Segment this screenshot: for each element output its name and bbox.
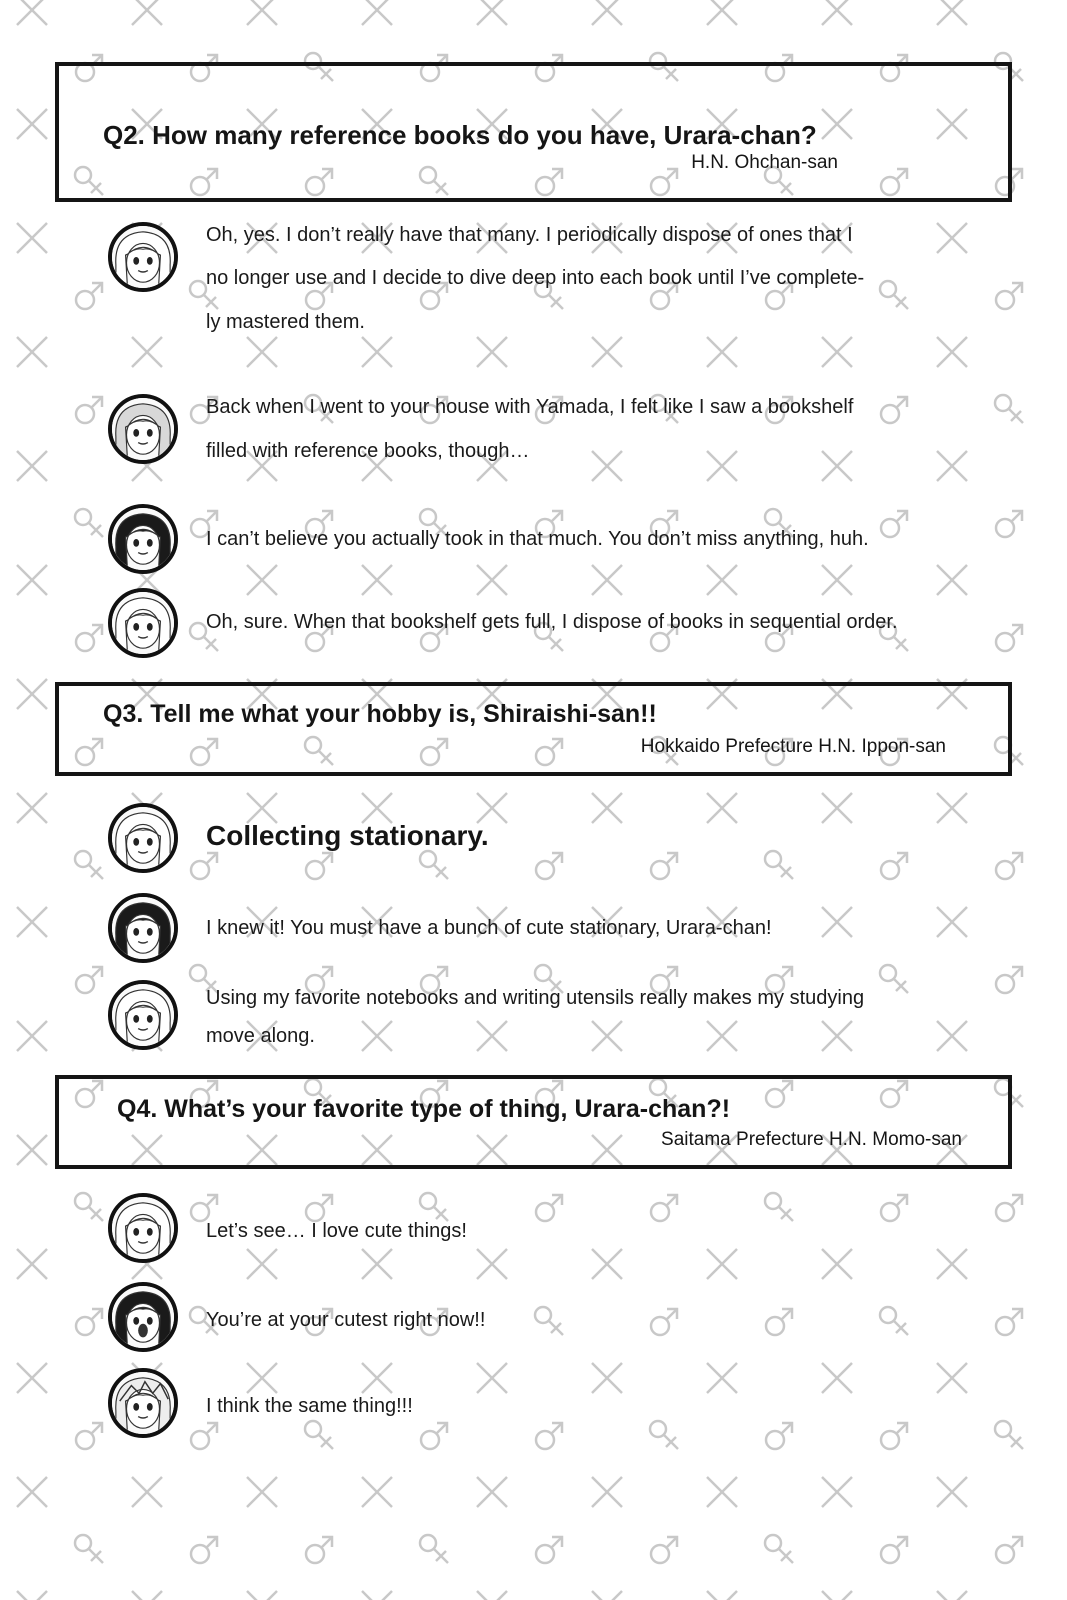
reply-line: Using my favorite notebooks and writing utensils really makes my studying	[206, 987, 865, 1009]
male-symbol-icon	[996, 1537, 1022, 1563]
cross-mark-icon	[17, 109, 47, 139]
cross-mark-icon	[822, 1363, 852, 1393]
avatar-urara	[108, 803, 178, 873]
cross-mark-icon	[592, 1021, 622, 1051]
male-symbol-icon	[76, 397, 102, 423]
cross-mark-icon	[247, 1591, 277, 1600]
cross-mark-icon	[477, 1363, 507, 1393]
avatar-girl-dark-hair	[108, 1282, 178, 1352]
cross-mark-icon	[17, 1591, 47, 1600]
male-symbol-icon	[881, 511, 907, 537]
male-symbol-icon	[996, 1195, 1022, 1221]
reply-line: Back when I went to your house with Yamada, I felt like I saw a bookshelf	[206, 396, 854, 418]
cross-mark-icon	[17, 223, 47, 253]
cross-mark-icon	[707, 1249, 737, 1279]
male-symbol-icon	[306, 1537, 332, 1563]
cross-mark-icon	[707, 337, 737, 367]
question-text: Q4. What’s your favorite type of thing, Urara-chan?!	[117, 1095, 731, 1123]
avatar-girl-dark-hair	[108, 504, 178, 574]
female-symbol-icon	[75, 1193, 103, 1221]
cross-mark-icon	[822, 0, 852, 25]
cross-mark-icon	[592, 1363, 622, 1393]
avatar-boy-blond	[108, 1368, 178, 1438]
reply-line: Oh, sure. When that bookshelf gets full, I dispose of books in sequential order.	[206, 611, 898, 633]
cross-mark-icon	[707, 1363, 737, 1393]
cross-mark-icon	[937, 1477, 967, 1507]
male-symbol-icon	[996, 511, 1022, 537]
cross-mark-icon	[132, 1477, 162, 1507]
cross-mark-icon	[362, 0, 392, 25]
male-symbol-icon	[536, 1195, 562, 1221]
cross-mark-icon	[132, 0, 162, 25]
male-symbol-icon	[651, 1195, 677, 1221]
male-symbol-icon	[76, 1423, 102, 1449]
avatar-boy	[108, 394, 178, 464]
male-symbol-icon	[996, 283, 1022, 309]
cross-mark-icon	[477, 337, 507, 367]
cross-mark-icon	[17, 679, 47, 709]
cross-mark-icon	[707, 1477, 737, 1507]
cross-mark-icon	[17, 565, 47, 595]
cross-mark-icon	[17, 1249, 47, 1279]
question-box-q3	[55, 682, 1012, 776]
male-symbol-icon	[881, 853, 907, 879]
female-symbol-icon	[765, 1193, 793, 1221]
cross-mark-icon	[822, 1249, 852, 1279]
cross-mark-icon	[592, 0, 622, 25]
male-symbol-icon	[76, 283, 102, 309]
cross-mark-icon	[822, 1477, 852, 1507]
male-symbol-icon	[996, 625, 1022, 651]
male-symbol-icon	[651, 1309, 677, 1335]
cross-mark-icon	[477, 1477, 507, 1507]
cross-mark-icon	[592, 1249, 622, 1279]
cross-mark-icon	[822, 337, 852, 367]
cross-mark-icon	[822, 907, 852, 937]
cross-mark-icon	[17, 1021, 47, 1051]
reply-line: I can’t believe you actually took in that much. You don’t miss anything, huh.	[206, 528, 869, 550]
asker-name: H.N. Ohchan-san	[691, 152, 838, 173]
cross-mark-icon	[247, 565, 277, 595]
cross-mark-icon	[247, 0, 277, 25]
cross-mark-icon	[362, 565, 392, 595]
male-symbol-icon	[996, 1309, 1022, 1335]
question-box-q4	[55, 1075, 1012, 1169]
cross-mark-icon	[477, 1021, 507, 1051]
reply-answer-headline: Collecting stationary.	[206, 820, 489, 851]
cross-mark-icon	[822, 565, 852, 595]
cross-mark-icon	[17, 1363, 47, 1393]
female-symbol-icon	[995, 1421, 1023, 1449]
cross-mark-icon	[707, 0, 737, 25]
male-symbol-icon	[536, 853, 562, 879]
cross-mark-icon	[477, 1249, 507, 1279]
cross-mark-icon	[132, 337, 162, 367]
cross-mark-icon	[937, 1021, 967, 1051]
female-symbol-icon	[765, 1535, 793, 1563]
cross-mark-icon	[937, 1591, 967, 1600]
avatar-urara	[108, 980, 178, 1050]
cross-mark-icon	[17, 337, 47, 367]
reply-line: ly mastered them.	[206, 311, 365, 333]
cross-mark-icon	[362, 1591, 392, 1600]
question-box-q2	[55, 62, 1012, 202]
cross-mark-icon	[477, 0, 507, 25]
cross-mark-icon	[822, 1021, 852, 1051]
avatar-girl-dark-hair	[108, 893, 178, 963]
male-symbol-icon	[191, 1537, 217, 1563]
cross-mark-icon	[17, 907, 47, 937]
female-symbol-icon	[75, 851, 103, 879]
cross-mark-icon	[937, 907, 967, 937]
cross-mark-icon	[17, 1477, 47, 1507]
male-symbol-icon	[76, 1309, 102, 1335]
reply-line: Let’s see… I love cute things!	[206, 1220, 467, 1242]
male-symbol-icon	[421, 1423, 447, 1449]
cross-mark-icon	[707, 793, 737, 823]
female-symbol-icon	[535, 1307, 563, 1335]
cross-mark-icon	[937, 793, 967, 823]
cross-mark-icon	[937, 1249, 967, 1279]
female-symbol-icon	[75, 1535, 103, 1563]
cross-mark-icon	[17, 1135, 47, 1165]
cross-mark-icon	[362, 1249, 392, 1279]
cross-mark-icon	[362, 337, 392, 367]
cross-mark-icon	[937, 337, 967, 367]
reply-line: You’re at your cutest right now!!	[206, 1309, 486, 1331]
cross-mark-icon	[362, 1021, 392, 1051]
male-symbol-icon	[996, 853, 1022, 879]
cross-mark-icon	[592, 1477, 622, 1507]
male-symbol-icon	[996, 967, 1022, 993]
reply-line: I knew it! You must have a bunch of cute stationary, Urara-chan!	[206, 917, 772, 939]
female-symbol-icon	[880, 965, 908, 993]
cross-mark-icon	[132, 1591, 162, 1600]
male-symbol-icon	[651, 853, 677, 879]
cross-mark-icon	[937, 451, 967, 481]
cross-mark-icon	[477, 1591, 507, 1600]
male-symbol-icon	[881, 397, 907, 423]
cross-mark-icon	[937, 565, 967, 595]
cross-mark-icon	[362, 1477, 392, 1507]
female-symbol-icon	[880, 1307, 908, 1335]
cross-mark-icon	[247, 793, 277, 823]
reply-line: move along.	[206, 1025, 315, 1047]
male-symbol-icon	[306, 853, 332, 879]
cross-mark-icon	[592, 451, 622, 481]
cross-mark-icon	[592, 337, 622, 367]
male-symbol-icon	[76, 625, 102, 651]
reply-line: no longer use and I decide to dive deep into each book until I’ve complete-	[206, 267, 865, 289]
avatar-urara	[108, 222, 178, 292]
male-symbol-icon	[881, 1195, 907, 1221]
question-text: Q3. Tell me what your hobby is, Shiraishi-san!!	[103, 700, 657, 728]
female-symbol-icon	[420, 851, 448, 879]
cross-mark-icon	[707, 1591, 737, 1600]
male-symbol-icon	[881, 1423, 907, 1449]
male-symbol-icon	[76, 967, 102, 993]
cross-mark-icon	[17, 451, 47, 481]
cross-mark-icon	[592, 793, 622, 823]
cross-mark-icon	[592, 565, 622, 595]
cross-mark-icon	[362, 793, 392, 823]
female-symbol-icon	[420, 1535, 448, 1563]
female-symbol-icon	[650, 1421, 678, 1449]
reply-line: I think the same thing!!!	[206, 1395, 413, 1417]
cross-mark-icon	[707, 1021, 737, 1051]
male-symbol-icon	[881, 1537, 907, 1563]
cross-mark-icon	[822, 793, 852, 823]
cross-mark-icon	[17, 793, 47, 823]
reply-line: filled with reference books, though…	[206, 440, 530, 462]
male-symbol-icon	[191, 853, 217, 879]
male-symbol-icon	[766, 1423, 792, 1449]
cross-mark-icon	[247, 1249, 277, 1279]
cross-mark-icon	[822, 1591, 852, 1600]
male-symbol-icon	[651, 1537, 677, 1563]
reply-line: Oh, yes. I don’t really have that many. I periodically dispose of ones that I	[206, 224, 853, 246]
female-symbol-icon	[995, 395, 1023, 423]
avatar-urara	[108, 1193, 178, 1263]
cross-mark-icon	[937, 1363, 967, 1393]
cross-mark-icon	[707, 565, 737, 595]
male-symbol-icon	[536, 1537, 562, 1563]
cross-mark-icon	[822, 451, 852, 481]
female-symbol-icon	[75, 509, 103, 537]
avatar-urara	[108, 588, 178, 658]
female-symbol-icon	[765, 851, 793, 879]
question-text: Q2. How many reference books do you have, Urara-chan?	[103, 120, 817, 150]
cross-mark-icon	[17, 0, 47, 25]
cross-mark-icon	[477, 565, 507, 595]
male-symbol-icon	[536, 1423, 562, 1449]
male-symbol-icon	[766, 1309, 792, 1335]
asker-name: Saitama Prefecture H.N. Momo-san	[661, 1129, 962, 1150]
asker-name: Hokkaido Prefecture H.N. Ippon-san	[640, 736, 946, 757]
cross-mark-icon	[937, 0, 967, 25]
cross-mark-icon	[247, 1477, 277, 1507]
cross-mark-icon	[477, 793, 507, 823]
female-symbol-icon	[880, 281, 908, 309]
cross-mark-icon	[707, 451, 737, 481]
cross-mark-icon	[592, 1591, 622, 1600]
cross-mark-icon	[937, 223, 967, 253]
